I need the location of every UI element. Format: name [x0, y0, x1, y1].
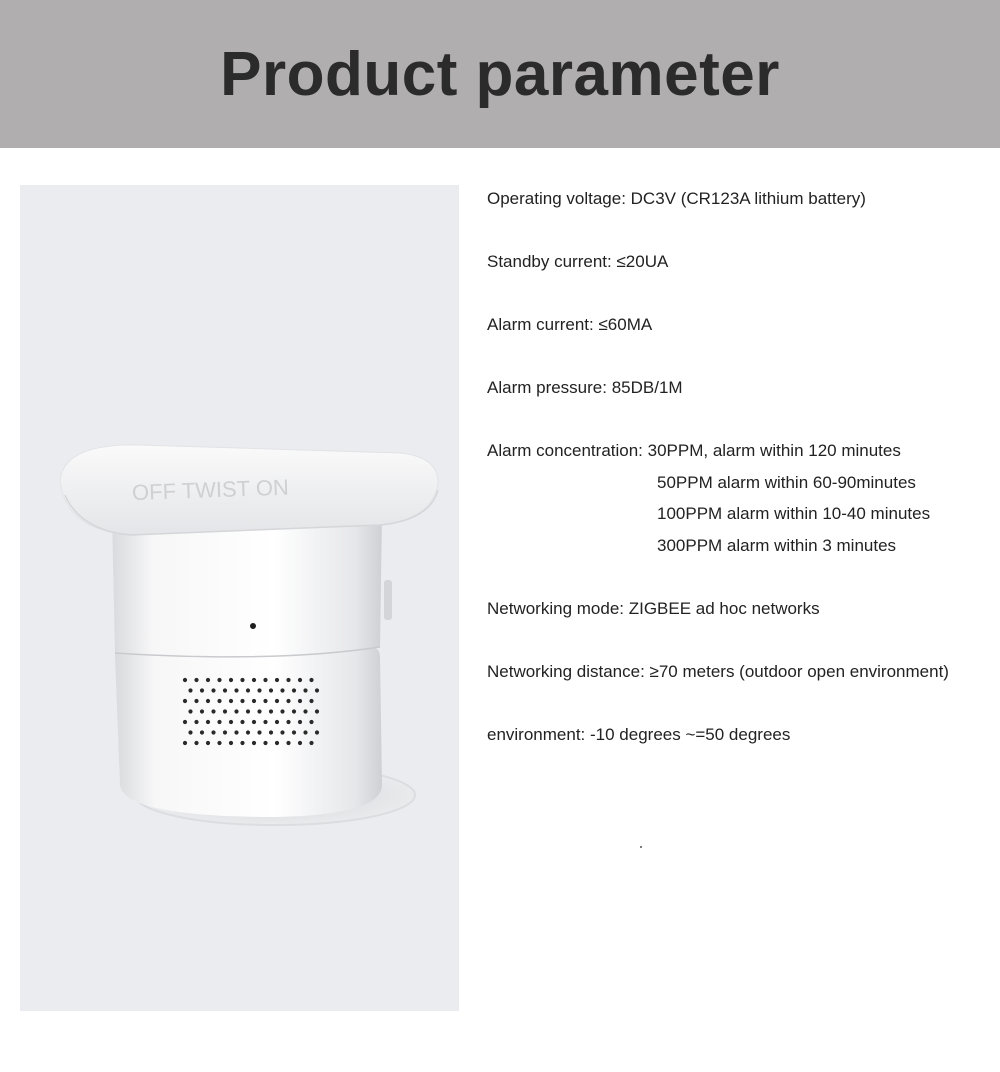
speaker-hole — [275, 699, 279, 703]
speaker-hole — [257, 709, 261, 713]
speaker-hole — [303, 709, 307, 713]
speaker-hole — [223, 730, 227, 734]
speaker-hole — [246, 730, 250, 734]
speaker-hole — [183, 678, 187, 682]
speaker-hole — [246, 709, 250, 713]
speaker-hole — [200, 730, 204, 734]
speaker-hole — [309, 720, 313, 724]
speaker-hole — [229, 699, 233, 703]
speaker-hole — [315, 709, 319, 713]
speaker-hole — [194, 699, 198, 703]
speaker-hole — [229, 720, 233, 724]
speaker-hole — [234, 709, 238, 713]
speaker-hole — [292, 730, 296, 734]
speaker-hole — [211, 730, 215, 734]
speaker-hole — [309, 678, 313, 682]
spec-networking-distance: Networking distance: ≥70 meters (outdoor open environment) — [487, 662, 949, 681]
speaker-hole — [206, 720, 210, 724]
speaker-hole — [298, 678, 302, 682]
speaker-hole — [263, 741, 267, 745]
speaker-hole — [286, 720, 290, 724]
speaker-hole — [183, 699, 187, 703]
speaker-hole — [206, 699, 210, 703]
speaker-hole — [257, 730, 261, 734]
speaker-hole — [292, 688, 296, 692]
speaker-hole — [252, 699, 256, 703]
spec-list — [487, 0, 1000, 1072]
speaker-hole — [200, 688, 204, 692]
speaker-hole — [280, 730, 284, 734]
spec-operating-voltage: Operating voltage: DC3V (CR123A lithium battery) — [487, 189, 866, 208]
product-photo-panel — [20, 185, 459, 1011]
speaker-hole — [240, 678, 244, 682]
speaker-hole — [275, 678, 279, 682]
spec-alarm-pressure: Alarm pressure: 85DB/1M — [487, 378, 683, 397]
spec-environment: environment: -10 degrees ~=50 degrees — [487, 725, 791, 744]
speaker-hole — [252, 720, 256, 724]
speaker-hole — [252, 678, 256, 682]
speaker-hole — [263, 720, 267, 724]
speaker-hole — [269, 688, 273, 692]
speaker-hole — [269, 709, 273, 713]
speaker-hole — [194, 678, 198, 682]
spec-concentration-50ppm: 50PPM alarm within 60-90minutes — [657, 473, 916, 492]
speaker-hole — [183, 720, 187, 724]
speaker-hole — [246, 688, 250, 692]
speaker-hole — [217, 699, 221, 703]
spec-concentration-100ppm: 100PPM alarm within 10-40 minutes — [657, 504, 931, 523]
speaker-hole — [263, 678, 267, 682]
spec-standby-current: Standby current: ≤20UA — [487, 252, 669, 271]
speaker-hole — [298, 741, 302, 745]
speaker-hole — [315, 730, 319, 734]
page-title: Product parameter — [220, 39, 780, 109]
spec-alarm-concentration: Alarm concentration: 30PPM, alarm within 120 minutes — [487, 441, 901, 460]
speaker-hole — [263, 699, 267, 703]
twist-label: OFF TWIST ON — [131, 474, 290, 506]
speaker-hole — [229, 678, 233, 682]
speaker-hole — [269, 730, 273, 734]
speaker-hole — [303, 688, 307, 692]
speaker-hole — [188, 688, 192, 692]
speaker-hole — [309, 699, 313, 703]
speaker-hole — [188, 709, 192, 713]
speaker-hole — [206, 741, 210, 745]
speaker-hole — [292, 709, 296, 713]
speaker-hole — [286, 699, 290, 703]
speaker-hole — [286, 678, 290, 682]
speaker-hole — [257, 688, 261, 692]
speaker-hole — [229, 741, 233, 745]
speaker-hole — [286, 741, 290, 745]
speaker-hole — [223, 688, 227, 692]
speaker-hole — [303, 730, 307, 734]
spec-concentration-300ppm: 300PPM alarm within 3 minutes — [657, 536, 897, 555]
speaker-hole — [309, 741, 313, 745]
speaker-hole — [194, 741, 198, 745]
speaker-hole — [217, 678, 221, 682]
speaker-hole — [183, 741, 187, 745]
speaker-hole — [217, 741, 221, 745]
spec-alarm-current: Alarm current: ≤60MA — [487, 315, 653, 334]
speaker-hole — [206, 678, 210, 682]
speaker-hole — [252, 741, 256, 745]
speaker-hole — [240, 741, 244, 745]
stray-dot — [640, 846, 642, 848]
speaker-hole — [211, 709, 215, 713]
speaker-hole — [223, 709, 227, 713]
speaker-hole — [217, 720, 221, 724]
speaker-hole — [315, 688, 319, 692]
speaker-hole — [298, 720, 302, 724]
product-image — [20, 185, 459, 1011]
speaker-hole — [240, 699, 244, 703]
speaker-hole — [188, 730, 192, 734]
speaker-hole — [240, 720, 244, 724]
speaker-hole — [275, 741, 279, 745]
speaker-hole — [200, 709, 204, 713]
speaker-hole — [234, 688, 238, 692]
speaker-hole — [275, 720, 279, 724]
speaker-hole — [194, 720, 198, 724]
speaker-hole — [280, 688, 284, 692]
speaker-hole — [298, 699, 302, 703]
speaker-hole — [234, 730, 238, 734]
speaker-hole — [280, 709, 284, 713]
spec-networking-mode: Networking mode: ZIGBEE ad hoc networks — [487, 599, 820, 618]
speaker-hole — [211, 688, 215, 692]
